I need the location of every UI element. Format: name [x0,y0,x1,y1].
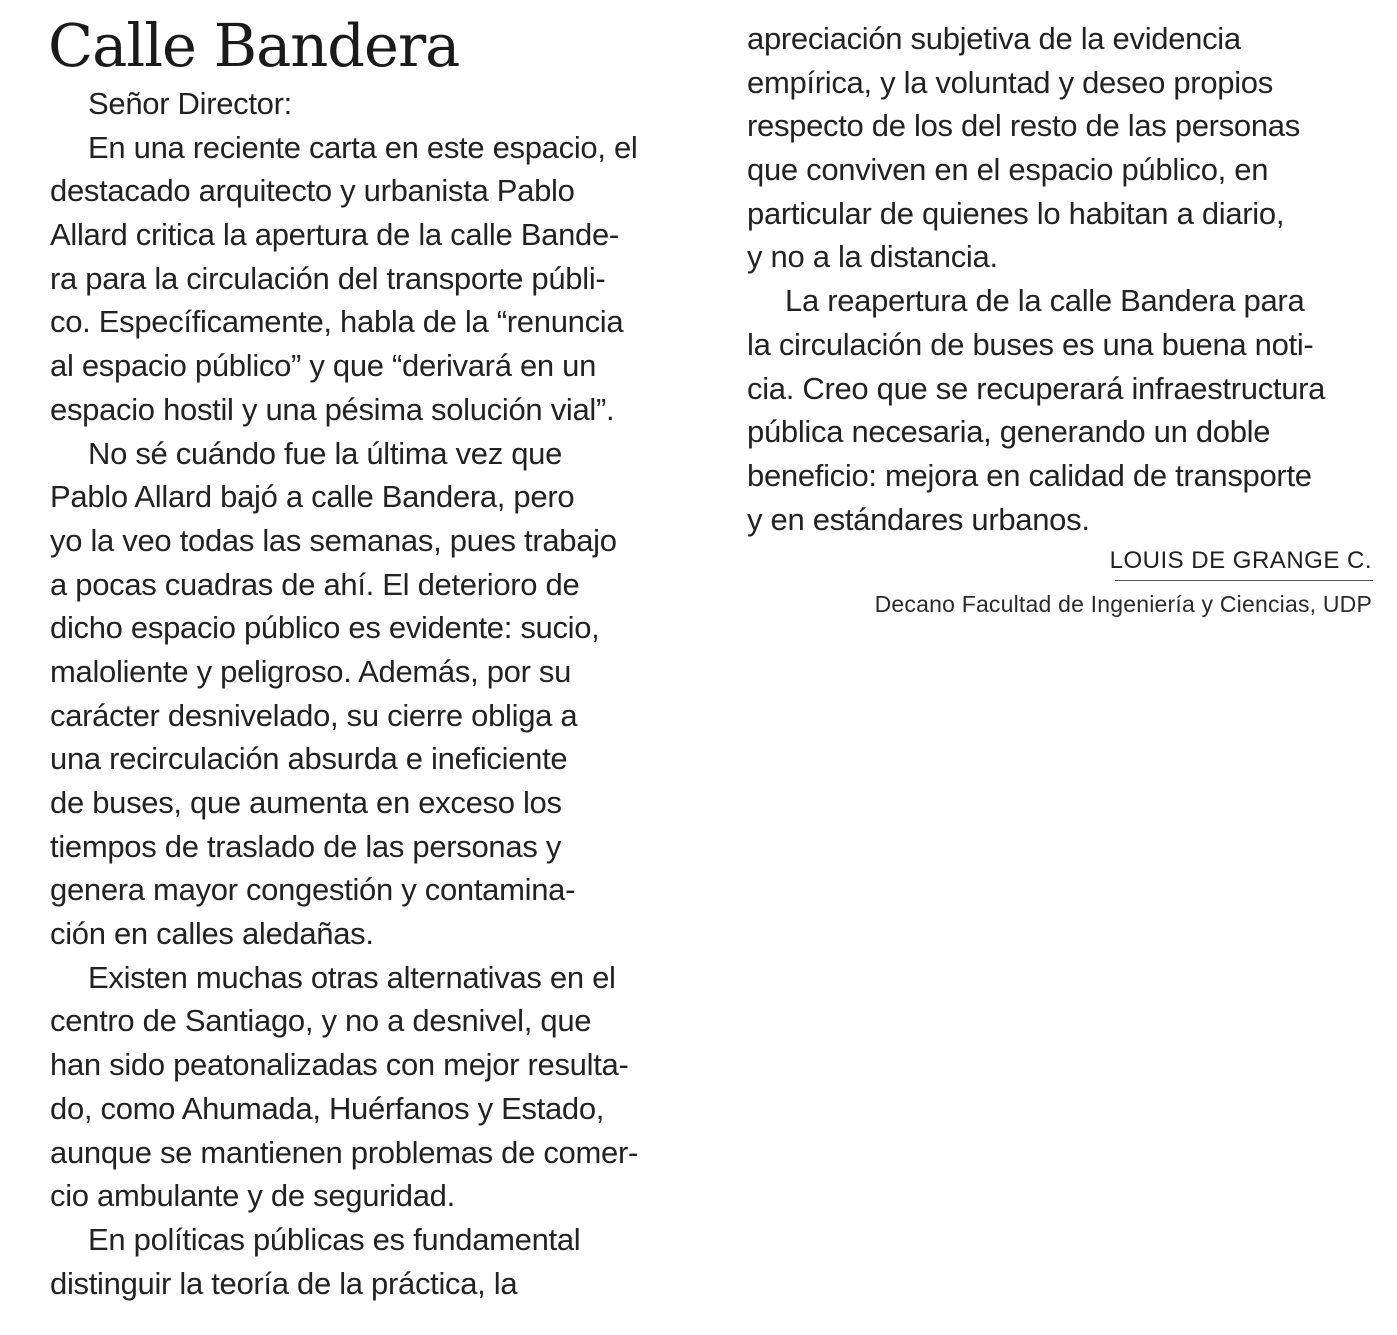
paragraph-line: de buses, que aumenta en exceso los [50,785,562,820]
signer-name: LOUIS DE GRANGE C. [1109,547,1372,574]
paragraph-line: tiempos de traslado de las personas y [50,828,562,864]
paragraph-line: genera mayor congestión y contamina- [50,872,576,908]
right-column [747,17,1387,541]
paragraph-line: han sido peatonalizadas con mejor resulta- [50,1047,629,1083]
paragraph-line: distinguir la teoría de la práctica, la [50,1265,518,1301]
paragraph-line: ra para la circulación del transporte públi- [50,260,606,296]
paragraph-line: cia. Creo que se recuperará infraestructura [747,370,1326,406]
paragraph-line: ción en calles aledañas. [50,916,374,952]
paragraph-line: En una reciente carta en este espacio, el [88,129,638,165]
paragraph-line: Existen muchas otras alternativas en el [88,959,616,995]
paragraph-line: aunque se mantienen problemas de comer- [50,1134,638,1170]
paragraph-line: al espacio público” y que “derivará en un [50,348,597,384]
paragraph-line: No sé cuándo fue la última vez que [88,435,563,471]
paragraph-line: co. Específicamente, habla de la “renuncia [50,304,624,340]
paragraph-line: particular de quienes lo habitan a diario, [747,195,1285,231]
paragraph-line: destacado arquitecto y urbanista Pablo [50,173,575,209]
paragraph-line: pública necesaria, generando un doble [747,414,1271,450]
paragraph-line: a pocas cuadras de ahí. El deterioro de [50,566,580,602]
paragraph-line: y no a la distancia. [747,239,998,275]
paragraph-line: espacio hostil y una pésima solución vial”. [50,391,615,427]
paragraph-line: beneficio: mejora en calidad de transporte [747,457,1312,493]
paragraph-line: la circulación de buses es una buena noti- [747,326,1314,362]
paragraph-line: cio ambulante y de seguridad. [50,1178,455,1214]
paragraph-line: respecto de los del resto de las personas [747,108,1300,144]
salutation: Señor Director: [88,86,292,121]
paragraph-line: empírica, y la voluntad y deseo propios [747,64,1273,100]
paragraph-line: una recirculación absurda e ineficiente [50,741,568,777]
paragraph-line: centro de Santiago, y no a desnivel, que [50,1003,592,1039]
paragraph-line: apreciación subjetiva de la evidencia [747,21,1241,56]
signature-divider [1115,580,1373,581]
paragraph-line: maloliente y peligroso. Además, por su [50,653,572,689]
paragraph-line: La reapertura de la calle Bandera para [785,283,1305,319]
paragraph-line: yo la veo todas las semanas, pues trabajo [50,522,617,558]
paragraph-line: Pablo Allard bajó a calle Bandera, pero [50,479,575,515]
signer-title: Decano Facultad de Ingeniería y Ciencias, UDP [874,591,1372,617]
letter-headline: Calle Bandera [48,11,460,80]
paragraph-line: y en estándares urbanos. [747,501,1090,537]
paragraph-line: carácter desnivelado, su cierre obliga a [50,697,578,733]
paragraph-line: dicho espacio público es evidente: sucio, [50,610,600,646]
paragraph-line: que conviven en el espacio público, en [747,152,1269,188]
paragraph-line: En políticas públicas es fundamental [88,1221,581,1257]
left-column [50,82,690,1305]
paragraph-line: Allard critica la apertura de la calle Bande- [50,217,619,253]
paragraph-line: do, como Ahumada, Huérfanos y Estado, [50,1090,605,1126]
